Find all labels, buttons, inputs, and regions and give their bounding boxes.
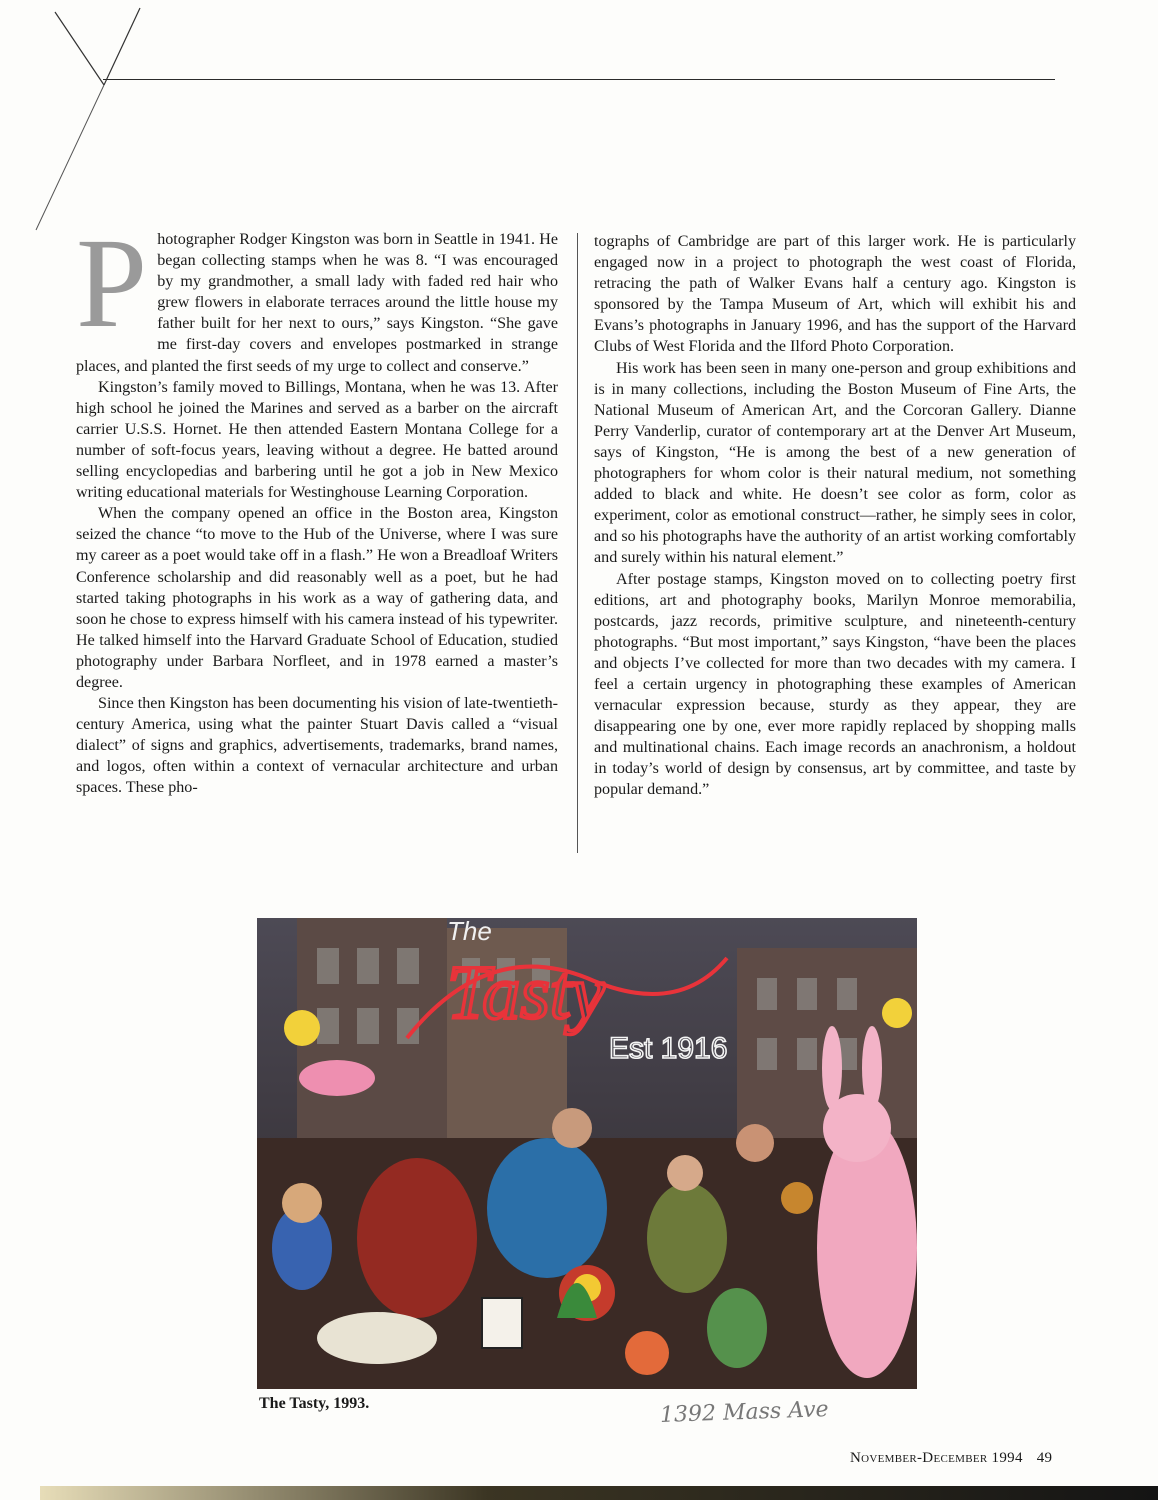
article-paragraph: When the company opened an office in the Boston area, Kingston seized the chance “to move to the Hub of the Universe, where I was sure my career as a poet would take off in a flash.” He won a Breadloaf Writers Conference scholarship and did reasonably well as a poet, but he had started taking photographs in his work as a way of gathering data, and soon he chose to express himself with his camera instead of his typewriter. He talked himself into the Harvard Graduate School of Education, studied photography under Barbara Norfleet, and in 1978 earned a master’s degree. [76, 505, 558, 691]
issue-date: November-December 1994 [850, 1450, 1023, 1466]
header-rule [103, 79, 1055, 80]
page-footer [850, 1450, 1052, 1467]
page-number: 49 [1036, 1450, 1053, 1466]
drop-cap: P [76, 212, 148, 354]
article-column-right [594, 231, 1076, 801]
column-divider [577, 233, 578, 853]
article-paragraph: His work has been seen in many one-person and group exhibitions and is in many collections, including the Boston Museum of Fine Arts, the National Museum of American Art, and the Corcoran Gallery. Dianne Perry Vanderlip, curator of contemporary art at the Denver Art Museum, says of Kingston, “He is among the best of a new generation of photographers for whom color is their natural medium, not something added to black and white. He doesn’t see color as form, color as experiment, color as emotional construct—rather, he simply sees in color, and so his photographs have the authority of an artist working comfortably and surely within his natural element.” [594, 359, 1076, 567]
neon-sign-established: Est 1916 [609, 1032, 728, 1065]
article-paragraph: Since then Kingston has been documenting his vision of late-twentieth-century America, using what the painter Stuart Davis called a “visual dialect” of signs and graphics, advertisements, trademarks, brand names, and logos, often within a context of vernacular architecture and urban spaces. These pho- [76, 695, 558, 797]
article-paragraph: Kingston’s family moved to Billings, Montana, when he was 13. After high school he joined the Marines and served as a barber on the aircraft carrier U.S.S. Hornet. He then attended Eastern Montana College for a number of soft-focus years, leaving without a degree. He batted around selling encyclopedias and barbering until he got a job in New Mexico writing educational materials for Westinghouse Learning Corporation. [76, 378, 558, 502]
article-paragraph [76, 212, 558, 377]
handwritten-note: 1392 Mass Ave [659, 1397, 830, 1428]
the-tasty-photograph [257, 918, 917, 1389]
photo-caption: The Tasty, 1993. [259, 1395, 370, 1412]
article-paragraph: tographs of Cambridge are part of this larger work. He is particularly engaged now in a project to photograph the west coast of Florida, retracing the path of Walker Evans half a century ago. Kingston is sponsored by the Tampa Museum of Art, which will exhibit his and Evans’s photographs in January 1996, and has the support of the Harvard Clubs of West Florida and the Ilford Photo Corporation. [594, 233, 1076, 356]
neon-sign-the: The [447, 918, 492, 946]
neon-sign-name: Tasty [447, 951, 605, 1035]
article-column-left [76, 212, 558, 799]
corner-fold-mark [0, 0, 160, 240]
article-paragraph: After postage stamps, Kingston moved on to collecting poetry first editions, art and photography books, Marilyn Monroe memorabilia, postcards, jazz records, primitive sculpture, and nineteenth-century photographs. “But most important,” says Kingston, “have been the places and objects I’ve collected for more than two decades with my camera. I feel a certain urgency in photographing these examples of American vernacular expression because, sturdy as they appear, they are disappearing one by one, ever more rapidly replaced by shopping malls and multinational chains. Each image records an anachronism, a holdout in today’s world of design by consensus, art by committee, and taste by popular demand.” [594, 570, 1076, 799]
paragraph-text: hotographer Rodger Kingston was born in Seattle in 1941. He began collecting stamps when he was 8. “I was encouraged by my grandmother, a small lady with faded red hair who grew flowers in elaborate terraces around the little house my father built for her next to ours,” says Kingston. “She gave me first-day covers and envelopes postmarked in strange places, and planted the first seeds of my urge to collect and conserve.” [76, 231, 558, 375]
scan-edge-shadow [40, 1486, 1158, 1500]
